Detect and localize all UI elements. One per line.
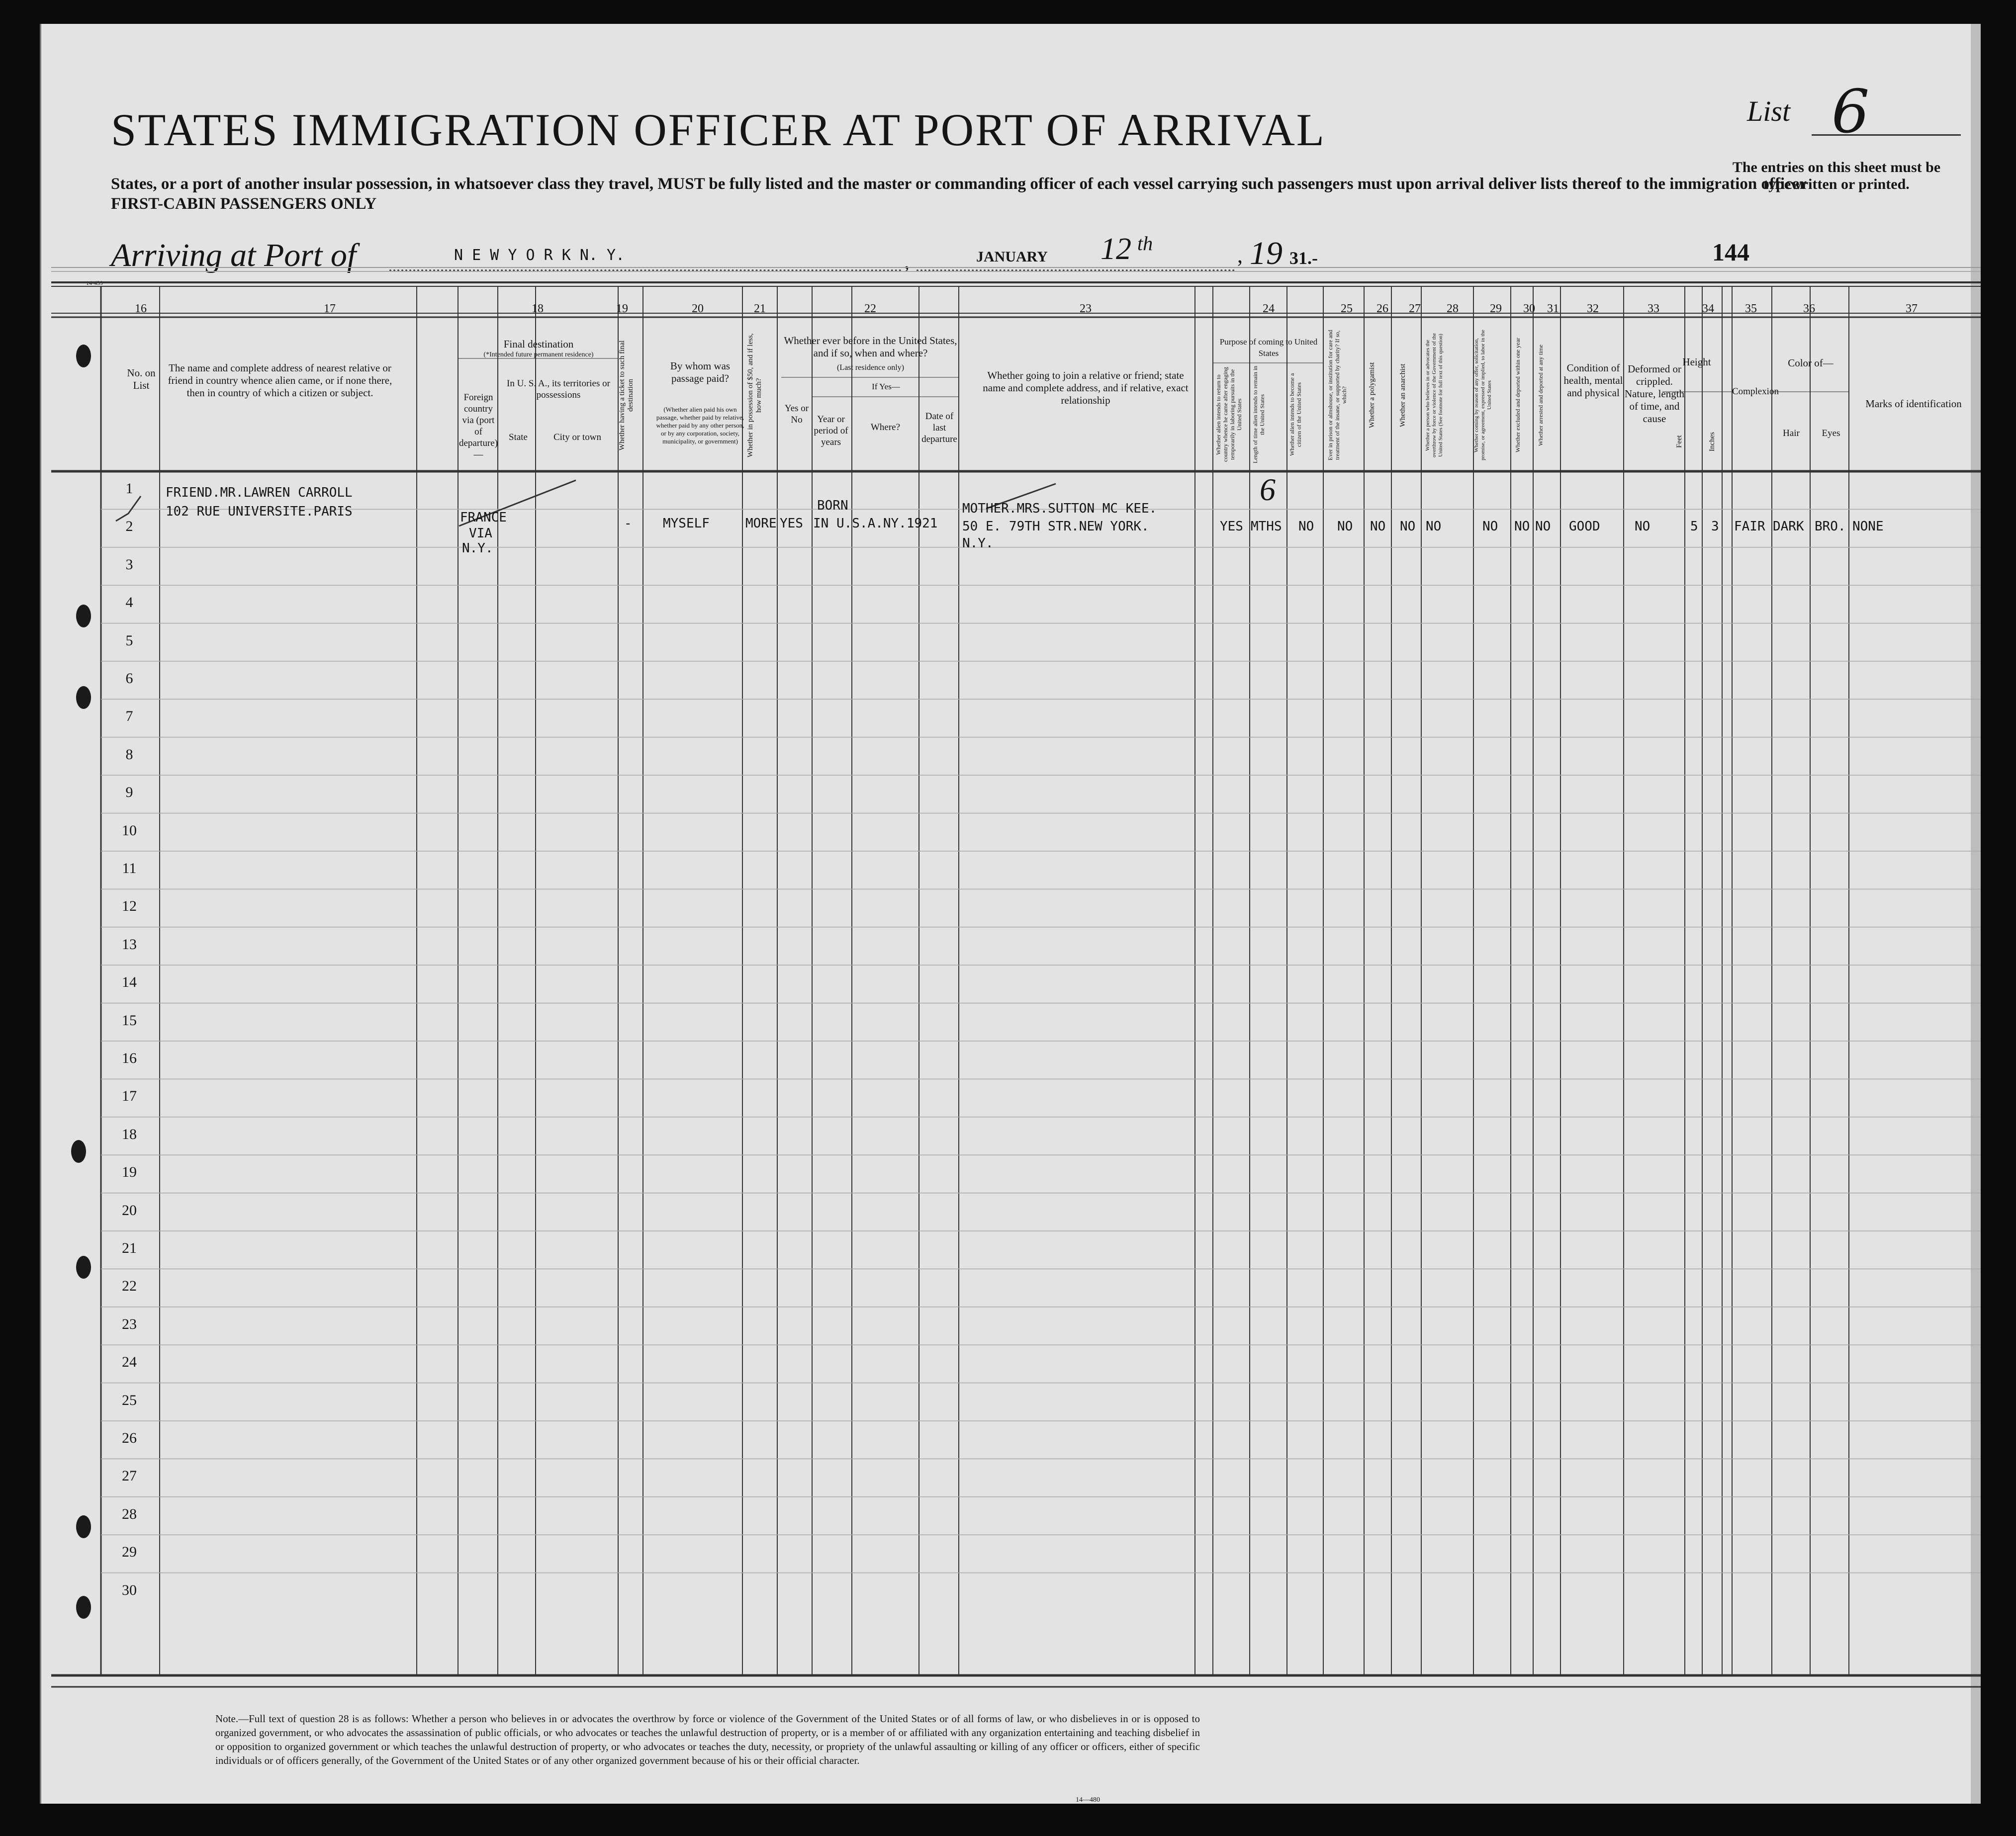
- col-num-32: 32: [1587, 302, 1599, 315]
- port-name: N E W Y O R K N. Y.: [454, 247, 625, 264]
- col-num-17: 17: [324, 302, 336, 315]
- entry-eyes: BRO.: [1815, 519, 1846, 534]
- row-number: 3: [125, 556, 133, 573]
- entry-joining-line2: 50 E. 79TH STR.NEW YORK.: [962, 519, 1149, 534]
- entry-length-unit: MTHS: [1251, 519, 1282, 534]
- row-number: 1: [125, 480, 133, 497]
- col-num-21: 21: [754, 302, 766, 315]
- row-number: 6: [125, 670, 133, 687]
- entry-q29: NO: [1482, 519, 1498, 534]
- footer-form-number: 14—480: [1076, 1796, 1100, 1804]
- col-num-35: 35: [1745, 302, 1757, 315]
- col-num-26: 26: [1376, 302, 1388, 315]
- col-num-25: 25: [1341, 302, 1353, 315]
- row-number: 28: [122, 1505, 137, 1522]
- col-num-29: 29: [1490, 302, 1502, 315]
- header-feet: Feet: [1675, 435, 1683, 448]
- entry-feet: 5: [1690, 519, 1698, 534]
- entry-relative-line1: FRIEND.MR.LAWREN CARROLL: [166, 485, 353, 500]
- year-prefix: 19: [1250, 235, 1283, 271]
- header-deformed: Deformed or crippled. Nature, length of time, and cause: [1624, 363, 1685, 425]
- header-hair: Hair: [1783, 428, 1800, 438]
- entry-relative-line2: 102 RUE UNIVERSITE.PARIS: [166, 504, 353, 519]
- row-number: 7: [125, 708, 133, 725]
- header-no-on-list: No. on List: [127, 367, 156, 391]
- arriving-label: Arriving at Port of: [111, 237, 357, 273]
- header-q28: Whether a person who believes in or advocates the overthrow by force or violence of the Government of the United States (See footnote for full text of this question): [1425, 333, 1444, 458]
- header-purpose-return: Whether alien intends to return to country whence he came after engaging temporarily in laboring pursuits in the United States: [1215, 367, 1243, 462]
- list-number: 6: [1832, 78, 1870, 147]
- entry-foreign-country: FRANCE: [460, 510, 507, 525]
- entry-hair: DARK: [1773, 519, 1804, 534]
- year-suffix: 31.-: [1289, 248, 1318, 268]
- header-anarchist: Whether an anarchist: [1399, 363, 1407, 427]
- arrival-day-suffix: th: [1137, 232, 1153, 255]
- entry-length-mark: 6: [1260, 472, 1276, 507]
- punch-hole: [76, 345, 91, 367]
- row-number: 24: [122, 1354, 137, 1371]
- row-number: 2: [125, 518, 133, 535]
- header-inches: Inches: [1708, 432, 1716, 451]
- col-num-16: 16: [135, 302, 147, 315]
- col-num-28: 28: [1447, 302, 1459, 315]
- header-polygamist: Whether a polygamist: [1368, 362, 1376, 429]
- punch-hole: [76, 1256, 91, 1279]
- entry-via: VIA: [469, 526, 492, 541]
- row-number: 23: [122, 1315, 137, 1332]
- header-in-usa: In U. S. A., its territories or possessions: [507, 378, 610, 400]
- header-state: State: [509, 432, 528, 442]
- col-num-18: 18: [532, 302, 544, 315]
- entry-joining-line3: N.Y.: [962, 536, 994, 551]
- header-purpose-length: Length of time alien intends to remain in the United States: [1252, 365, 1266, 464]
- row-number: 5: [125, 632, 133, 649]
- header-year: Year or period of years: [814, 414, 848, 447]
- entry-anarchist: NO: [1400, 519, 1416, 534]
- row-number: 10: [122, 822, 137, 839]
- entry-health: GOOD: [1569, 519, 1600, 534]
- manifest-sheet: STATES IMMIGRATION OFFICER AT PORT OF ARRIVAL States, or a port of another insular possession, in whatsoever class they travel, MUST be fully listed and the master or commanding officer of each vessel carrying such passengers must upon arrival deliver lists thereof to the immigration officer FIRST-CABIN PASSENGERS ONLY List 6 The entries on this sheet must be typewritten or printed. Arriving at Port of N E W Y O R K N. Y. , JANUARY 12 th , 19 31.- 144 14-439 16 17 18 19 20 21 22 23 24 25 26 27 28 29 30 31 32 33 34 35 36 37 No. on List The name and complete address of nearest relative or friend in country whence alien came, or if none there, then in country of which a citizen or subject. Final destination (*Intended future permanent residence) Foreign country via (port of departure)— In U. S. A., its territories or possessions State City or town Whether having a ticket to such final destination By whom was passage paid? (Whether alien paid his own passage, whether paid by relative, whether paid by any other person, or by any corporation, society, municipality, or government) Whether in possession of $50, and if less, how much? Whether ever before in the United States, and if so, when and where? (Last residence only) If Yes— Yes or No Year or period of years Where? Date of last departure Whether going to join a relative or friend; state name and complete address, and if relative, exact relationship Purpose of coming to United States Whether alien intends to return to country whence he came after engaging temporarily in laboring pursuits in the United States Length of time alien intends to remain in the United States Whether alien intends to become a citizen of the United States Ever in prison or almshouse, or institution for care and treatment of the insane, or supported by charity? If so, which? Whether a polygamist Whether an anarchist Whether a person who believes in or advocates the overthrow by force or violence of the Government of the United States (See footnote for full text of this question) Whether coming by reason of any offer, solicitation, promise, or agreement, expressed or implied, to labor in the United States Whether excluded and deported within one year Whether arrested and deported at any time Condition of health, mental and physical Deformed or crippled. Nature, length of time, and cause Height Feet Inches Complexion Color of— Hair Eyes Marks of identification 1 2 3 4 5 6 7 8 9 10 11 12 13 14 15 16 17 18 19 20 21 22 23 24 25 26 27 28 29 30 FRIEND.MR.LAWREN CARROLL 102 RUE UNIVERSITE.PARIS FRANCE VIA N.Y. - MYSELF MORE YES BORN IN U.S.A.NY.1921 MOTHER.MRS.SUTTON MC KEE. 50 E. 79TH STR.NEW YORK. N.Y. YES 6 MTHS NO NO NO NO NO NO NO NO GOOD NO 5 3 FAIR DARK BRO. NONE Note.—Full text of question 28 is as follows: Whether a person who believes in or advocates the overthrow by force or violence of the Government of the United States or of all forms of law, or who disbelieves in or is opposed to organized government, or who advocates the assassination of public officials, or who advocates or teaches the unlawful destruction of property, or is a member of or affiliated with any organization entertaining and teaching disbelief in or opposition to organized government or which teaches the unlawful destruction of property, or who advocates or teaches the duty, necessity, or propriety of the unlawful assaulting or killing of any officer or officers, either of specific individuals or of officers generally, of the Government of the United States or of any other organized government because of his or their official character. 14—480: [40, 24, 1981, 1804]
- col-num-31: 31: [1547, 302, 1559, 315]
- row-number: 21: [122, 1240, 137, 1256]
- row-number: 20: [122, 1202, 137, 1219]
- header-q29: Whether coming by reason of any offer, solicitation, promise, or agreement, expressed or implied, to labor in the United States: [1473, 330, 1492, 461]
- list-label: List: [1747, 95, 1791, 127]
- entry-marks: NONE: [1852, 519, 1884, 534]
- entry-prison: NO: [1337, 519, 1353, 534]
- row-number: 18: [122, 1126, 137, 1142]
- header-final-destination-sub: (*Intended future permanent residence): [483, 351, 594, 358]
- entry-q30: NO: [1514, 519, 1530, 534]
- header-color-of: Color of—: [1788, 357, 1833, 369]
- header-where: Where?: [870, 422, 901, 433]
- arrival-day: 12: [1100, 232, 1131, 266]
- entry-passage-paid: MYSELF: [663, 516, 710, 531]
- entry-been-before: YES: [780, 516, 803, 531]
- row-number: 4: [125, 594, 133, 611]
- col-num-36: 36: [1803, 302, 1815, 315]
- header-height: Height: [1682, 356, 1711, 368]
- entry-born-line1: BORN: [817, 498, 848, 513]
- row-number: 9: [125, 784, 133, 801]
- entry-q28: NO: [1426, 519, 1442, 534]
- col-num-30: 30: [1523, 302, 1535, 315]
- row-number: 14: [122, 974, 137, 991]
- entry-q31: NO: [1535, 519, 1551, 534]
- header-last-residence: (Last residence only): [836, 363, 905, 372]
- punch-hole: [76, 1515, 91, 1538]
- subtitle-line: States, or a port of another insular possession, in whatsoever class they travel, MUST be fully listed and the master or commanding officer of each vessel carrying such passengers must upon arrival deliver lists thereof to the immigration officer: [111, 175, 1807, 193]
- page-title: STATES IMMIGRATION OFFICER AT PORT OF ARRIVAL: [111, 104, 1326, 155]
- header-joining: Whether going to join a relative or friend; state name and complete address, and if relative, exact relationship: [983, 369, 1189, 406]
- entry-citizen: NO: [1298, 519, 1314, 534]
- page-number: 144: [1712, 238, 1749, 266]
- entry-via-port: N.Y.: [462, 541, 493, 556]
- header-purpose: Purpose of coming to United States: [1219, 337, 1318, 358]
- punch-hole: [76, 1596, 91, 1619]
- entry-ticket: -: [624, 516, 632, 531]
- header-complexion: Complexion: [1732, 386, 1779, 397]
- header-date-departure: Date of last departure: [921, 411, 957, 444]
- punch-hole: [71, 1140, 86, 1163]
- punch-hole: [76, 686, 91, 709]
- header-q31: Whether arrested and deported at any time: [1537, 345, 1544, 446]
- row-number: 30: [122, 1581, 137, 1598]
- row-number: 17: [122, 1088, 137, 1105]
- punch-hole: [76, 605, 91, 627]
- col-num-27: 27: [1409, 302, 1421, 315]
- header-purpose-citizen: Whether alien intends to become a citizen of the United States: [1288, 373, 1302, 456]
- col-num-23: 23: [1080, 302, 1092, 315]
- header-marks: Marks of identification: [1865, 398, 1962, 410]
- col-num-22: 22: [864, 302, 876, 315]
- header-ever-before: Whether ever before in the United States, and if so, when and where?: [784, 335, 957, 359]
- header-eyes: Eyes: [1822, 428, 1840, 438]
- entry-joining-line1: MOTHER.MRS.SUTTON MC KEE.: [962, 501, 1157, 516]
- col-num-20: 20: [692, 302, 704, 315]
- header-passage-paid-sub: (Whether alien paid his own passage, whether paid by relative, whether paid by any other person, or by any corporation, society, municipality, or government): [656, 406, 744, 445]
- col-num-37: 37: [1906, 302, 1918, 315]
- header-prison: Ever in prison or almshouse, or institution for care and treatment of the insane, or supported by charity? If so, which?: [1327, 330, 1348, 461]
- row-number: 13: [122, 936, 137, 953]
- entry-money: MORE: [745, 516, 777, 531]
- row-number: 26: [122, 1430, 137, 1446]
- header-passage-paid: By whom was passage paid?: [670, 360, 731, 384]
- header-yes-or-no: Yes or No: [784, 403, 809, 425]
- entry-inches: 3: [1711, 519, 1719, 534]
- row-number: 8: [125, 746, 133, 763]
- row-number: 27: [122, 1468, 137, 1485]
- row-number: 15: [122, 1012, 137, 1029]
- typewritten-note: The entries on this sheet must be typewritten or printed.: [1732, 159, 1941, 192]
- row-number: 16: [122, 1050, 137, 1066]
- col-num-19: 19: [616, 302, 628, 315]
- header-foreign-country: Foreign country via (port of departure)—: [459, 392, 498, 460]
- row-number: 12: [122, 898, 137, 915]
- row-number: 19: [122, 1164, 137, 1181]
- col-num-24: 24: [1263, 302, 1275, 315]
- header-final-destination: Final destination: [503, 338, 574, 350]
- table-grid: [41, 24, 1981, 1804]
- row-number: 22: [122, 1278, 137, 1295]
- form-mark: 14-439: [86, 279, 103, 286]
- class-line: FIRST-CABIN PASSENGERS ONLY: [111, 195, 377, 213]
- entry-born-line2: IN U.S.A.NY.1921: [813, 516, 938, 531]
- header-q30: Whether excluded and deported within one year: [1514, 338, 1521, 453]
- row-number: 25: [122, 1392, 137, 1408]
- entry-complexion: FAIR: [1734, 519, 1765, 534]
- header-city: City or town: [553, 432, 602, 442]
- footnote-question-28: Note.—Full text of question 28 is as follows: Whether a person who believes in or advocates the overthrow by force or violence of the Government of the United States or of all forms of law, or who disbelieves in or is opposed to organized government, or who advocates the assassination of public officials, or who advocates or teaches the unlawful destruction of property, or is a member of or affiliated with any organization entertaining and teaching disbelief in or opposition to organized government or which teaches the unlawful destruction of property, or who advocates or teaches the duty, necessity, or propriety of the unlawful assaulting or killing of any officer or officers, either of specific individuals or of officers generally, of the Government of the United States or of any other organized government because of his or their official character.: [215, 1713, 1200, 1766]
- header-if-yes: If Yes—: [872, 382, 900, 391]
- row-number: 11: [122, 860, 137, 876]
- header-fifty-dollars: Whether in possession of $50, and if less, how much?: [746, 333, 763, 457]
- row-number: 29: [122, 1544, 137, 1561]
- arrival-month: JANUARY: [976, 249, 1048, 265]
- col-num-33: 33: [1648, 302, 1659, 315]
- entry-polygamist: NO: [1370, 519, 1386, 534]
- col-num-34: 34: [1702, 302, 1714, 315]
- header-ticket: Whether having a ticket to such final destination: [618, 340, 635, 450]
- header-health: Condition of health, mental and physical: [1563, 362, 1623, 399]
- entry-deformed: NO: [1635, 519, 1650, 534]
- entry-purpose: YES: [1220, 519, 1243, 534]
- header-nearest-relative: The name and complete address of nearest relative or friend in country whence alien came, or if none there, then in country of which a citizen or subject.: [168, 362, 392, 399]
